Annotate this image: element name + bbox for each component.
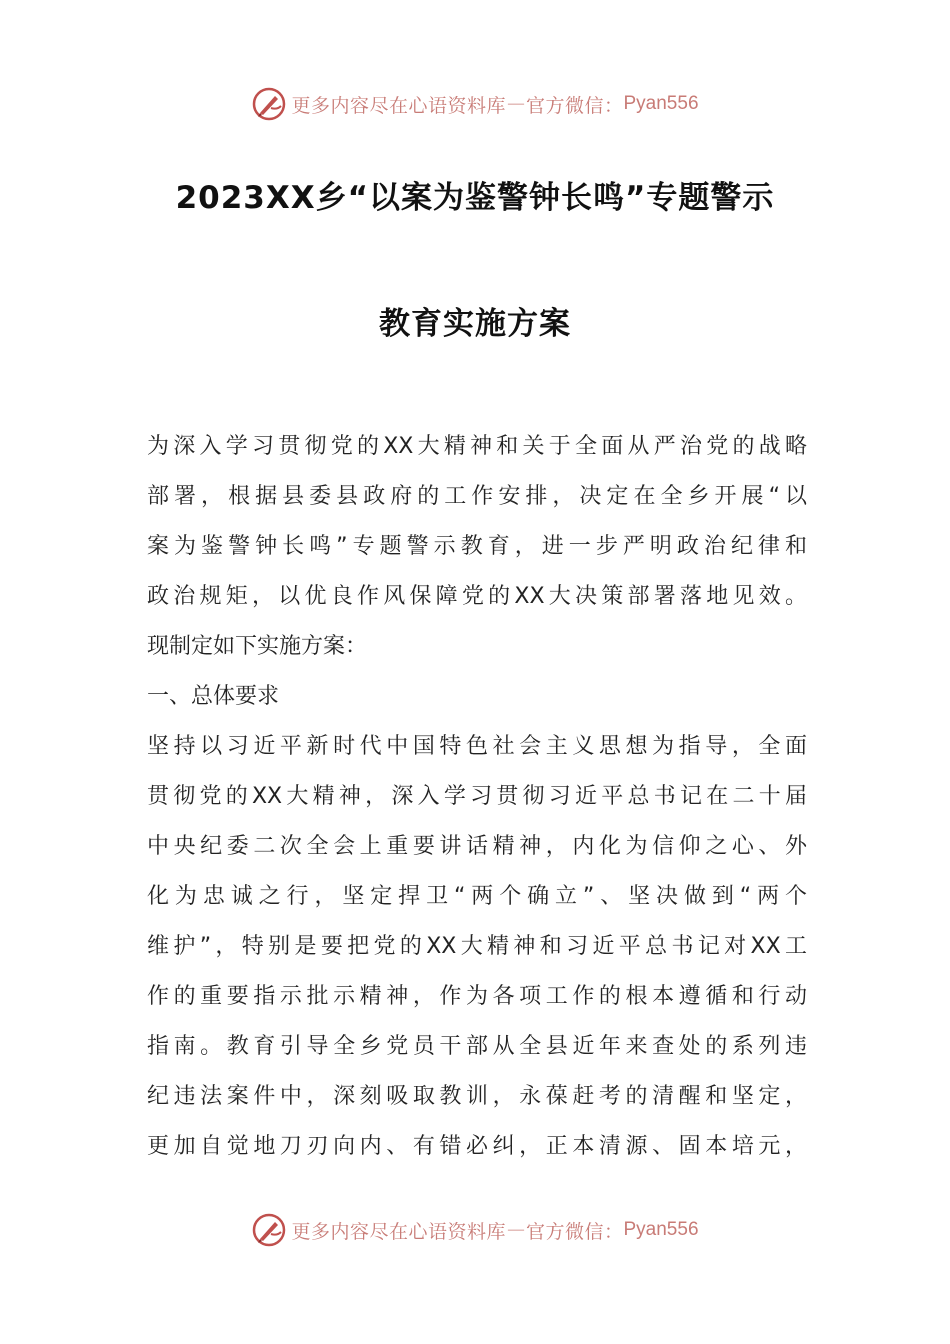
body-line: 指南。教育引导全乡党员干部从全县近年来查处的系列违 xyxy=(147,1034,807,1059)
document-title-line-2: 教育实施方案 xyxy=(379,306,571,342)
body-line: 坚持以习近平新时代中国特色社会主义思想为指导，全面 xyxy=(147,734,807,759)
body-line: 为深入学习贯彻党的XX大精神和关于全面从严治党的战略 xyxy=(147,434,807,459)
pen-logo-icon xyxy=(251,86,287,122)
footer-contact-label: 官方微信： xyxy=(525,1220,624,1243)
header-site-text: 更多内容尽在心语资料库 xyxy=(291,94,506,117)
body-line: 政治规矩，以优良作风保障党的XX大决策部署落地见效。 xyxy=(147,584,807,609)
body-line: 更加自觉地刀刃向内、有错必纠，正本清源、固本培元， xyxy=(147,1134,807,1159)
body-line: 中央纪委二次全会上重要讲话精神，内化为信仰之心、外 xyxy=(147,834,807,859)
section-heading: 一、总体要求 xyxy=(147,684,280,709)
body-line: 作的重要指示批示精神，作为各项工作的根本遵循和行动 xyxy=(147,984,807,1009)
body-line: 案为鉴警钟长鸣”专题警示教育，进一步严明政治纪律和 xyxy=(147,534,807,559)
body-line: 部署，根据县委县政府的工作安排，决定在全乡开展“以 xyxy=(147,484,807,509)
footer-contact-id: Pyan556 xyxy=(623,1219,699,1240)
document-title-line-1: 2023XX乡“以案为鉴警钟长鸣”专题警示 xyxy=(175,180,775,216)
body-line: 化为忠诚之行，坚定捍卫“两个确立”、坚决做到“两个 xyxy=(147,884,807,909)
header-contact-id: Pyan556 xyxy=(623,93,699,114)
body-line: 维护”，特别是要把党的XX大精神和习近平总书记对XX工 xyxy=(147,934,807,959)
header-separator: — xyxy=(507,95,524,112)
body-line: 现制定如下实施方案： xyxy=(147,634,368,659)
header-watermark xyxy=(0,84,950,124)
body-line: 贯彻党的XX大精神，深入学习贯彻习近平总书记在二十届 xyxy=(147,784,807,809)
body-text xyxy=(147,422,807,1172)
footer-watermark xyxy=(0,1210,950,1250)
header-contact-label: 官方微信： xyxy=(525,94,624,117)
pen-logo-icon xyxy=(251,1212,287,1248)
body-line: 纪违法案件中，深刻吸取教训，永葆赶考的清醒和坚定， xyxy=(147,1084,807,1109)
footer-site-text: 更多内容尽在心语资料库 xyxy=(291,1220,506,1243)
footer-separator: — xyxy=(507,1221,524,1238)
